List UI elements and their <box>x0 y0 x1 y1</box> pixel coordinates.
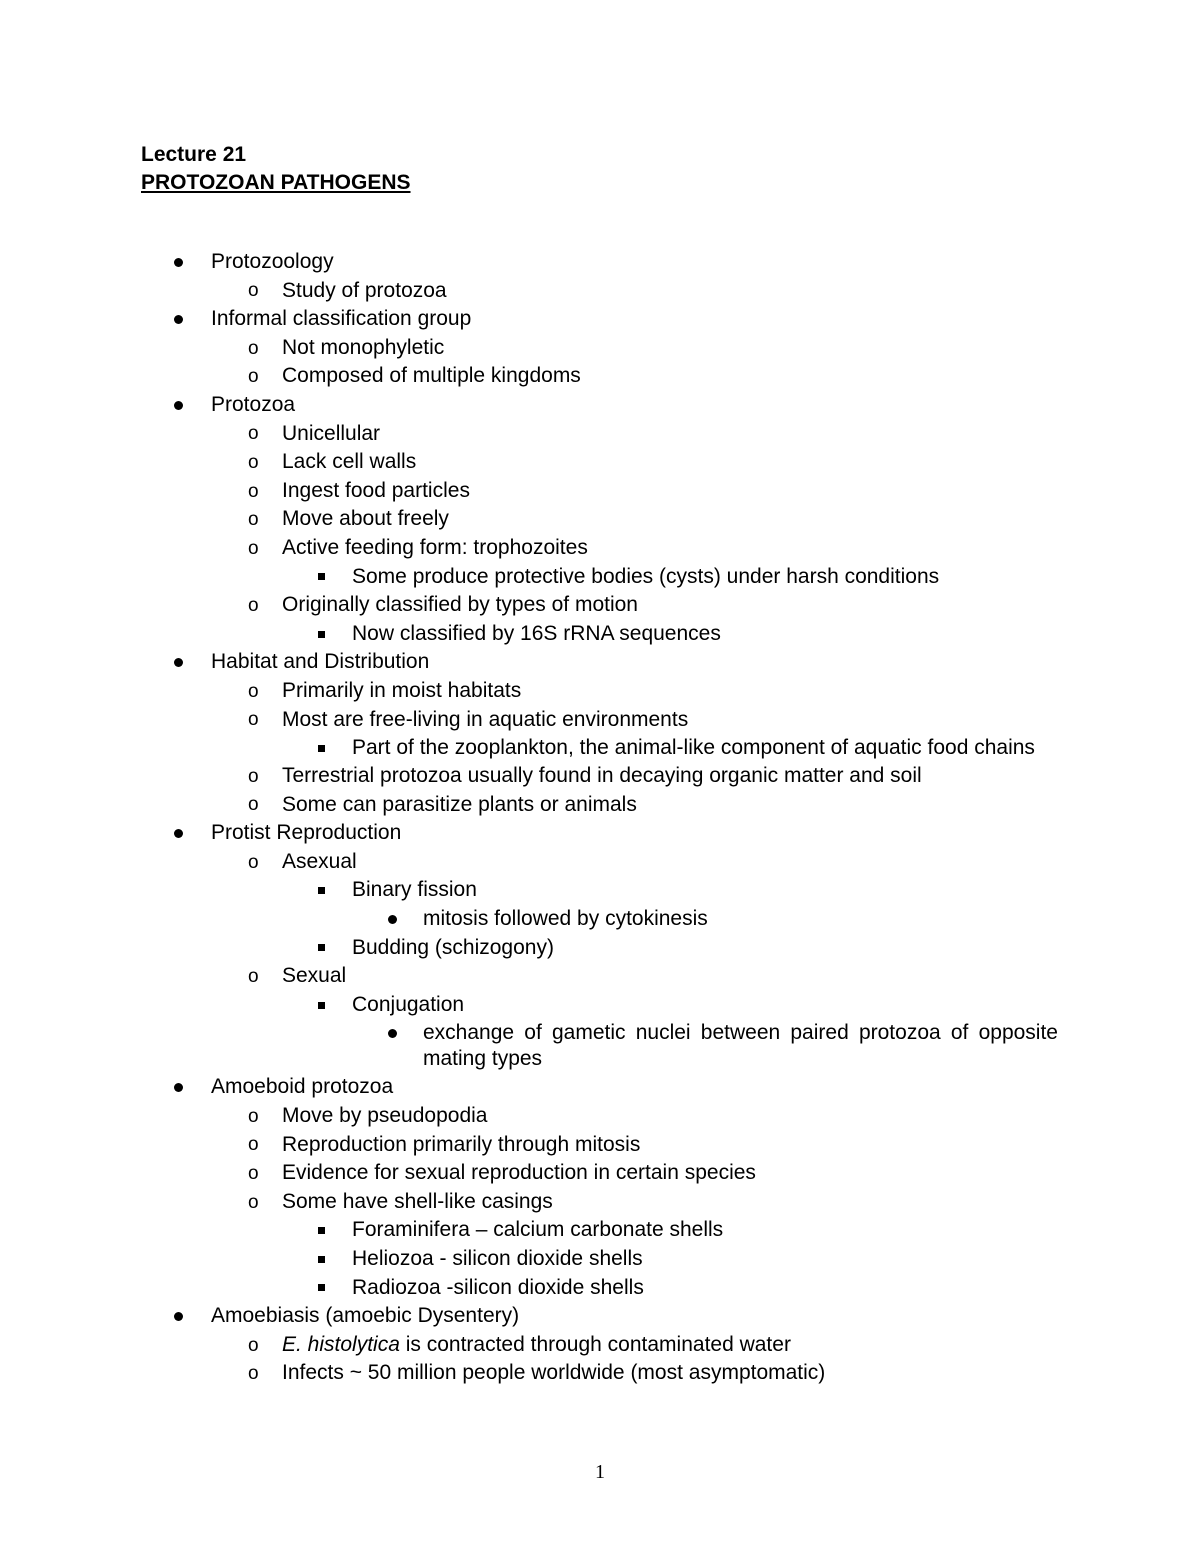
bullet-square-icon <box>318 1216 325 1245</box>
bullet-circle-icon: o <box>248 851 259 873</box>
list-item: o Move about freely <box>0 505 1200 534</box>
bullet-circle-icon: o <box>248 966 259 988</box>
bullet-circle-icon: o <box>248 794 259 816</box>
list-item: o Not monophyletic <box>0 334 1200 363</box>
bullet-dot-icon <box>174 1073 183 1102</box>
list-item: o Sexual <box>0 962 1200 991</box>
bullet-circle-icon: o <box>248 1163 259 1185</box>
list-item: o Terrestrial protozoa usually found in decaying organic matter and soil <box>0 762 1200 791</box>
bullet-dot-icon <box>174 305 183 334</box>
bullet-dot-icon <box>388 1019 397 1048</box>
list-item: Informal classification group <box>0 305 1200 334</box>
list-item: Protozoology <box>0 248 1200 277</box>
bullet-circle-icon: o <box>248 451 259 473</box>
bullet-circle-icon: o <box>248 1191 259 1213</box>
list-item: o Study of protozoa <box>0 277 1200 306</box>
page-number: 1 <box>595 1461 605 1483</box>
list-item: Radiozoa -silicon dioxide shells <box>0 1274 1200 1303</box>
bullet-circle-icon: o <box>248 1334 259 1356</box>
bullet-square-icon <box>318 1245 325 1274</box>
bullet-square-icon <box>318 620 325 649</box>
bullet-circle-icon: o <box>248 423 259 445</box>
list-item: Protist Reproduction <box>0 819 1200 848</box>
list-item: o Some have shell-like casings <box>0 1188 1200 1217</box>
bullet-square-icon <box>318 934 325 963</box>
list-item: Amoebiasis (amoebic Dysentery) <box>0 1302 1200 1331</box>
bullet-circle-icon: o <box>248 765 259 787</box>
bullet-square-icon <box>318 563 325 592</box>
list-item: o Most are free-living in aquatic environments <box>0 706 1200 735</box>
list-item: o Evidence for sexual reproduction in certain species <box>0 1159 1200 1188</box>
bullet-circle-icon: o <box>248 537 259 559</box>
bullet-dot-icon <box>174 819 183 848</box>
species-name: E. histolytica <box>282 1332 400 1356</box>
list-item: Foraminifera – calcium carbonate shells <box>0 1216 1200 1245</box>
bullet-circle-icon: o <box>248 337 259 359</box>
list-item: o Lack cell walls <box>0 448 1200 477</box>
bullet-circle-icon: o <box>248 280 259 302</box>
list-item: Conjugation <box>0 991 1200 1020</box>
bullet-dot-icon <box>174 391 183 420</box>
list-item: mitosis followed by cytokinesis <box>0 905 1200 934</box>
bullet-circle-icon: o <box>248 709 259 731</box>
list-item: Budding (schizogony) <box>0 934 1200 963</box>
bullet-circle-icon: o <box>248 1363 259 1385</box>
list-item: Protozoa <box>0 391 1200 420</box>
list-item: o Ingest food particles <box>0 477 1200 506</box>
bullet-square-icon <box>318 876 325 905</box>
lecture-number: Lecture 21 <box>141 143 247 166</box>
list-item: o Some can parasitize plants or animals <box>0 791 1200 820</box>
bullet-square-icon <box>318 991 325 1020</box>
list-item: o Asexual <box>0 848 1200 877</box>
list-item: exchange of gametic nuclei between paired protozoa of opposite mating types <box>0 1019 1200 1073</box>
bullet-circle-icon: o <box>248 680 259 702</box>
list-item <box>0 1331 1200 1360</box>
bullet-circle-icon: o <box>248 1105 259 1127</box>
list-item: Binary fission <box>0 876 1200 905</box>
list-item: o Unicellular <box>0 420 1200 449</box>
list-item: o Active feeding form: trophozoites <box>0 534 1200 563</box>
list-item: Amoeboid protozoa <box>0 1073 1200 1102</box>
bullet-circle-icon: o <box>248 509 259 531</box>
list-item: o Originally classified by types of motion <box>0 591 1200 620</box>
bullet-dot-icon <box>174 648 183 677</box>
bullet-circle-icon: o <box>248 366 259 388</box>
list-item: Habitat and Distribution <box>0 648 1200 677</box>
lecture-outline <box>0 248 1200 1388</box>
bullet-square-icon <box>318 1274 325 1303</box>
list-item: o Infects ~ 50 million people worldwide (most asymptomatic) <box>0 1359 1200 1388</box>
list-item: o Primarily in moist habitats <box>0 677 1200 706</box>
bullet-square-icon <box>318 734 325 763</box>
list-item: Some produce protective bodies (cysts) under harsh conditions <box>0 563 1200 592</box>
bullet-dot-icon <box>174 1302 183 1331</box>
bullet-dot-icon <box>174 248 183 277</box>
list-item: Heliozoa - silicon dioxide shells <box>0 1245 1200 1274</box>
bullet-dot-icon <box>388 905 397 934</box>
list-item: Now classified by 16S rRNA sequences <box>0 620 1200 649</box>
bullet-circle-icon: o <box>248 480 259 502</box>
species-description: is contracted through contaminated water <box>399 1332 791 1356</box>
list-item: Part of the zooplankton, the animal-like component of aquatic food chains <box>0 734 1200 762</box>
bullet-circle-icon: o <box>248 1134 259 1156</box>
list-item: o Composed of multiple kingdoms <box>0 362 1200 391</box>
list-item: o Move by pseudopodia <box>0 1102 1200 1131</box>
lecture-title: PROTOZOAN PATHOGENS <box>141 171 411 194</box>
bullet-circle-icon: o <box>248 594 259 616</box>
list-item: o Reproduction primarily through mitosis <box>0 1131 1200 1160</box>
